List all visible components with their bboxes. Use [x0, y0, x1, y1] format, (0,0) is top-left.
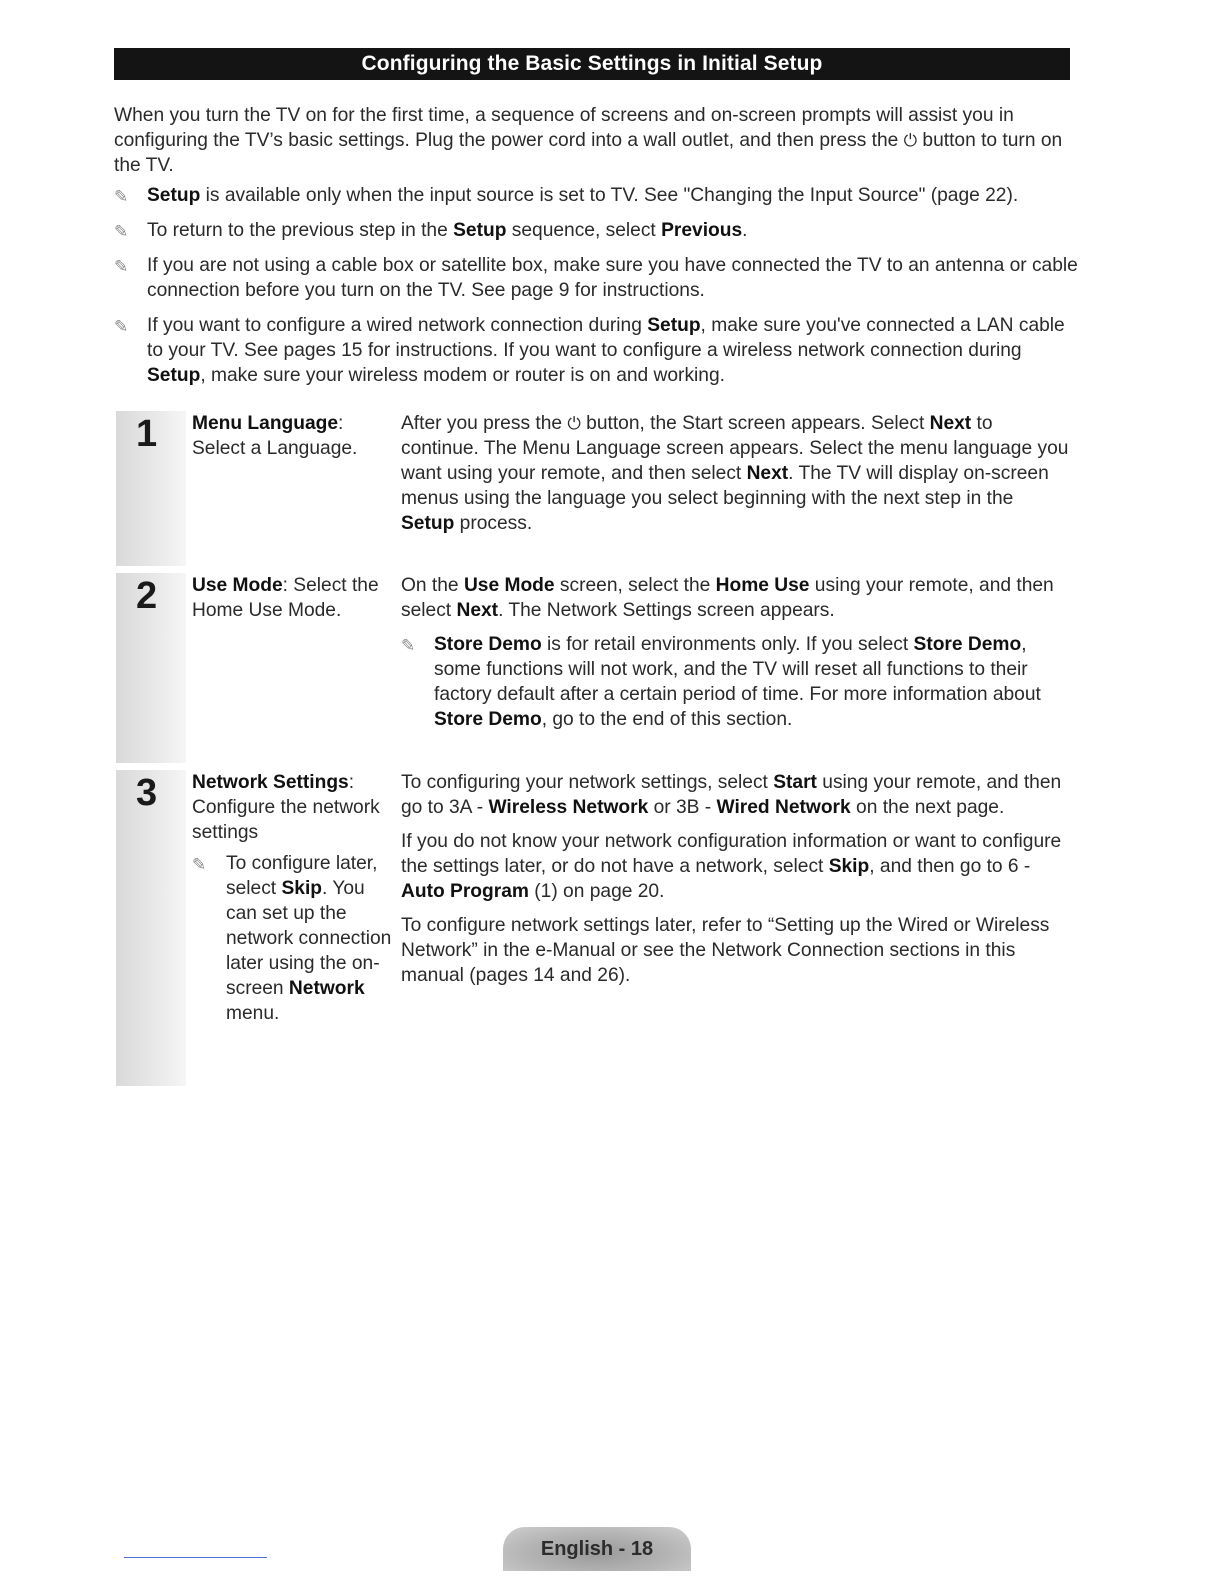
step-title-note: ✎ To configure later, select Skip. You can set up the network connection later using the on-screen Network menu.: [192, 853, 392, 1024]
pencil-note-icon: ✎: [114, 187, 129, 206]
step-paragraph: If you do not know your network configuration information or want to configure the settings later, or do not have a network, select Skip, and then go to 6 - Auto Program (1) on page 20.: [401, 831, 1062, 902]
power-icon: ⏻: [903, 131, 918, 150]
step-number-bar: [116, 770, 186, 1086]
step-note: ✎ Store Demo is for retail environments only. If you select Store Demo, some functions will not work, and the TV will reset all functions to their factory default after a certain period of time. For more information about Store Demo, go to the end of this section.: [401, 634, 1041, 730]
note-item: ✎ Setup is available only when the input source is set to TV. See "Changing the Input Source" (page 22).: [114, 183, 1084, 208]
power-icon: ⏻: [567, 414, 581, 433]
step-description: [401, 770, 1071, 997]
step-paragraph: To configure network settings later, refer to “Setting up the Wired or Wireless Network” in the e-Manual or see the Network Connection sections in this manual (pages 14 and 26).: [401, 915, 1050, 986]
step-title: Menu Language: Select a Language.: [192, 413, 358, 459]
note-item: ✎ If you want to configure a wired network connection during Setup, make sure you've connected a LAN cable to your TV. See pages 15 for instructions. If you want to configure a wireless network connection during Setup, make sure your wireless modem or router is on and working.: [114, 315, 1065, 386]
step-number: 3: [136, 772, 158, 814]
step-2: [114, 573, 1074, 763]
note-item: ✎ To return to the previous step in the Setup sequence, select Previous.: [114, 218, 1084, 243]
pencil-note-icon: ✎: [114, 257, 129, 276]
step-title: Network Settings: Configure the network settings ✎ To configure later, select Skip. You can set up the network connection later using the on-screen Network menu.: [192, 772, 392, 1024]
intro-paragraph: When you turn the TV on for the first time, a sequence of screens and on-screen prompts will assist you in configuring the TV’s basic settings. Plug the power cord into a wall outlet, and then press the ⏻ button to turn on the TV.: [114, 105, 1063, 176]
step-number: 1: [136, 413, 158, 455]
pencil-note-icon: ✎: [114, 222, 129, 241]
page-number-badge: English - 18: [503, 1527, 691, 1571]
setup-notes: [114, 183, 1084, 398]
pencil-note-icon: ✎: [192, 855, 207, 874]
note-item: ✎ If you are not using a cable box or satellite box, make sure you have connected the TV to an antenna or cable connection before you turn on the TV. See page 9 for instructions.: [114, 255, 1078, 301]
step-number: 2: [136, 575, 158, 617]
step-title: Use Mode: Select the Home Use Mode.: [192, 575, 379, 621]
step-paragraph: To configuring your network settings, select Start using your remote, and then go to 3A - Wireless Network or 3B - Wired Network on the next page.: [401, 772, 1062, 818]
pencil-note-icon: ✎: [114, 317, 129, 336]
footer-rule: [124, 1557, 267, 1558]
step-description: After you press the ⏻ button, the Start screen appears. Select Next to continue. The Menu Language screen appears. Select the menu language you want using your remote, and then select Next. The TV will display on-screen menus using the language you select beginning with the next step in the Setup process.: [401, 413, 1069, 534]
step-description: On the Use Mode screen, select the Home Use using your remote, and then select Next. The Network Settings screen appears. ✎ Store Demo is for retail environments only. If you select Store Demo, some functions will not work, and the TV will reset all functions to their factory default after a certain period of time. For more information about Store Demo, go to the end of this section.: [401, 573, 1071, 732]
step-3: [114, 770, 1074, 1086]
section-title-banner: Configuring the Basic Settings in Initial Setup: [114, 48, 1070, 80]
step-1: [114, 411, 1074, 566]
pencil-note-icon: ✎: [401, 636, 416, 655]
